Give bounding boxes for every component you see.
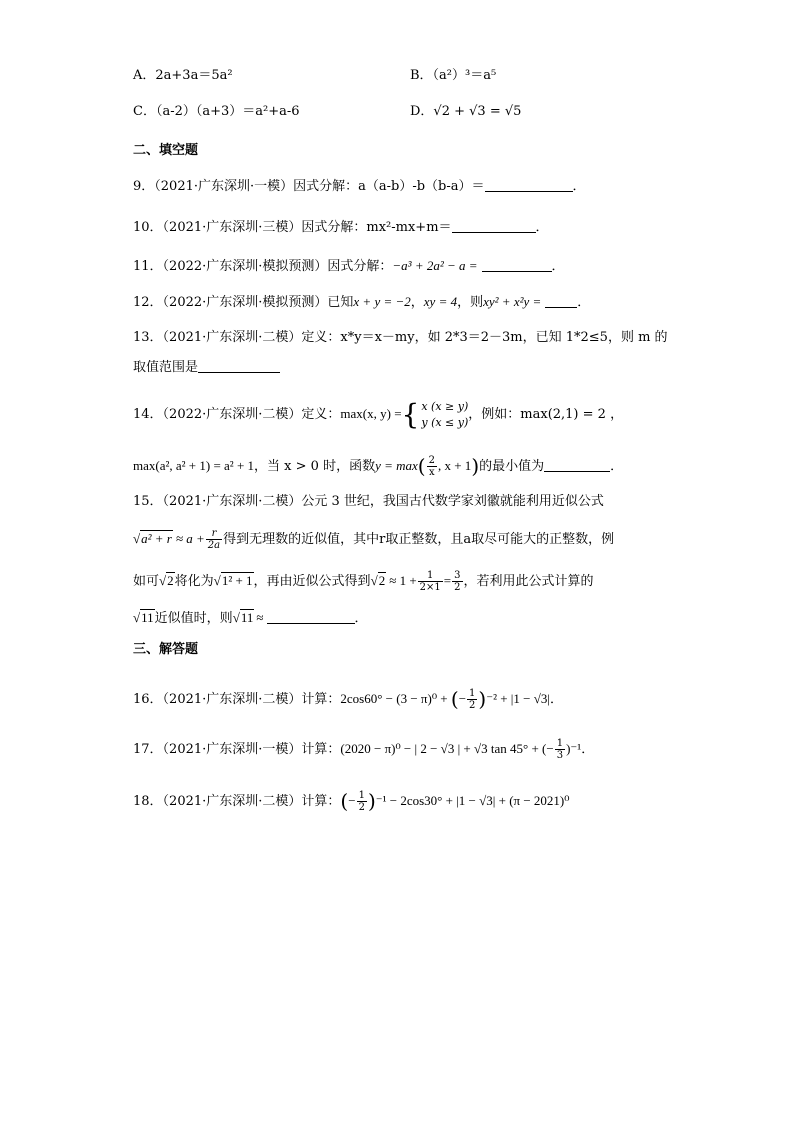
question-14-example: ，例如：max(2,1) = 2 ， [468,407,624,422]
question-14-identity: max(a², a² + 1) = a² + 1 [133,458,255,473]
numerator: 3 [454,570,461,581]
question-15-l3a: 如可 [133,574,160,589]
question-17-text: 17．（2021·广东深圳·一模）计算： [133,742,341,757]
radicand: 2 [378,573,386,588]
question-18-expression: ⁻¹ − 2cos30° + |1 − √3| + (π − 2021)⁰ [375,793,570,808]
case-2: y (x ≤ y) [421,415,469,429]
question-15-line-4 [133,608,368,629]
denominator: 3 [556,750,564,761]
sqrt-icon: √ [232,610,240,625]
question-12-separator: ， [410,295,424,310]
question-14-end: ． [610,459,624,474]
question-12-text: 12．（2022·广东深圳·模拟预测）已知 [133,295,354,310]
right-paren-icon: ) [471,454,480,478]
denominator: 2 [454,582,461,593]
radicand: 11 [240,610,254,625]
right-paren-icon: ) [367,789,376,813]
question-11-end: ． [551,259,565,274]
question-10-end: ． [535,220,549,235]
sqrt-icon: √ [213,573,221,588]
question-14-cases [421,399,468,431]
question-15-line-2-text: 得到无理数的近似值，其中r取正整数，且a取尽可能大的正整数，例 [223,532,615,547]
question-12 [133,292,590,313]
sqrt-icon: √ [133,610,141,625]
minus-sign: − [458,691,467,706]
case-1: x (x ≥ y) [421,399,469,413]
question-11-expression: −a³ + 2a² − a = [392,258,478,273]
question-9 [133,177,586,197]
answer-blank[interactable] [267,609,355,624]
denominator: 2 [358,802,365,813]
left-brace-icon: { [401,397,420,431]
answer-blank[interactable] [545,293,577,308]
question-17-tail: )⁻¹ [566,741,582,756]
section-heading-solutions: 三、解答题 [133,642,199,657]
denominator: 2 [469,700,476,711]
answer-blank[interactable] [485,177,573,192]
left-paren-icon: ( [417,454,426,478]
radicand: 1² + 1 [221,573,253,588]
approx-sign: ≈ [256,610,264,625]
numerator: 2 [428,455,435,466]
question-9-end: ． [572,179,586,194]
numerator: 1 [556,738,564,749]
question-13-prompt: 取值范围是 [133,360,199,375]
radicand: 11 [141,610,154,625]
question-12-expression: xy² + x²y = [483,294,542,309]
section-heading-fill-in: 二、填空题 [133,143,199,158]
fraction-1-over-2x1 [418,570,443,593]
question-12-end: ． [577,295,591,310]
question-16-tail: ⁻² + |1 − √3| [486,691,550,706]
answer-blank[interactable] [452,218,536,233]
left-paren-icon: ( [450,687,459,711]
question-11-text: 11．（2022·广东深圳·模拟预测）因式分解： [133,259,393,274]
question-14-function: y = max [375,458,418,473]
question-15-line-3 [133,566,594,597]
radicand: 2 [167,573,174,588]
question-12-mid: ，则 [457,295,484,310]
question-15-approx: ≈ a + [175,531,205,546]
equals-sign: = [443,573,452,588]
question-10 [133,218,549,238]
approx-expression: ≈ 1 + [389,573,417,588]
numerator: 1 [418,570,443,582]
question-15-l3i: ，若利用此公式计算的 [463,574,594,589]
left-paren-icon: ( [340,789,349,813]
question-16-text: 16．（2021·广东深圳·二模）计算： [133,692,341,707]
question-13-line-1: 13．（2021·广东深圳·二模）定义：x*y＝x－my，如 2*3＝2－3m，已知 1*2≤5，则 m 的 [133,330,668,345]
question-13-line-2 [133,358,280,378]
right-paren-icon: ) [478,687,487,711]
question-17 [133,734,594,765]
question-15-l3c: 将化为 [174,574,214,589]
question-14-lead: 14．（2022·广东深圳·二模）定义： [133,407,341,422]
fraction-1-over-2 [467,688,477,711]
question-10-text: 10．（2021·广东深圳·三模）因式分解：mx²-mx+m＝ [133,220,452,235]
question-16-end: ． [549,692,563,707]
question-16 [133,684,563,715]
answer-blank[interactable] [482,257,552,272]
question-17-expression: (2020 − π)⁰ − | 2 − √3 | + √3 tan 45° + (− [340,741,554,756]
question-16-expression: 2cos60° − (3 − π)⁰ + [340,691,451,706]
question-15-radicand: a² + r [141,531,172,546]
question-14-line-2 [133,452,623,481]
fraction-3-over-2 [452,570,462,593]
answer-blank[interactable] [198,358,280,373]
minus-sign: − [348,793,356,808]
fraction-1-over-3 [555,738,565,761]
choice-d: D．√2 + √3 = √5 [410,104,522,119]
numerator: r [206,528,222,540]
question-11 [133,256,565,277]
denominator: x [428,467,435,478]
numerator: 1 [469,688,476,699]
question-15-end: ． [354,611,368,626]
question-15-line-2 [133,524,614,555]
choice-b: B．（a²）³＝a⁵ [410,68,497,83]
denominator: 2×1 [419,582,441,593]
question-15-l3e: ，再由近似公式得到 [253,574,371,589]
question-14-definition: max(x, y) = [340,406,402,421]
fraction-1-over-2 [357,790,367,813]
question-15-line-1: 15．（2021·广东深圳·二模）公元 3 世纪，我国古代数学家刘徽就能利用近似公式 [133,494,604,509]
answer-blank[interactable] [544,457,610,472]
choice-c: C．（a-2）（a+3）＝a²+a-6 [133,104,300,119]
question-12-condition-2: xy = 4 [423,294,458,309]
sqrt-icon: √ [370,573,378,588]
question-12-condition-1: x + y = −2 [353,294,411,309]
fraction-2-over-x [427,455,437,478]
sqrt-icon: √ [133,531,141,546]
question-14-condition: ，当 x > 0 时，函数 [254,459,376,474]
fraction-r-over-2a [206,528,222,551]
numerator: 1 [358,790,365,801]
question-9-text: 9．（2021·广东深圳·一模）因式分解：a（a-b）-b（b-a）＝ [133,179,485,194]
sqrt-icon: √ [159,573,167,588]
denominator: 2a [207,540,221,551]
question-14-ask: 的最小值为 [479,459,545,474]
question-15-l4b: 近似值时，则 [154,611,233,626]
question-18-text: 18．（2021·广东深圳·二模）计算： [133,794,341,809]
question-17-end: ． [581,742,595,757]
choice-a: A．2a+3a＝5a² [133,68,233,83]
question-18 [133,786,569,817]
question-14-second-arg: , x + 1 [437,458,472,473]
question-14-line-1 [133,396,623,433]
